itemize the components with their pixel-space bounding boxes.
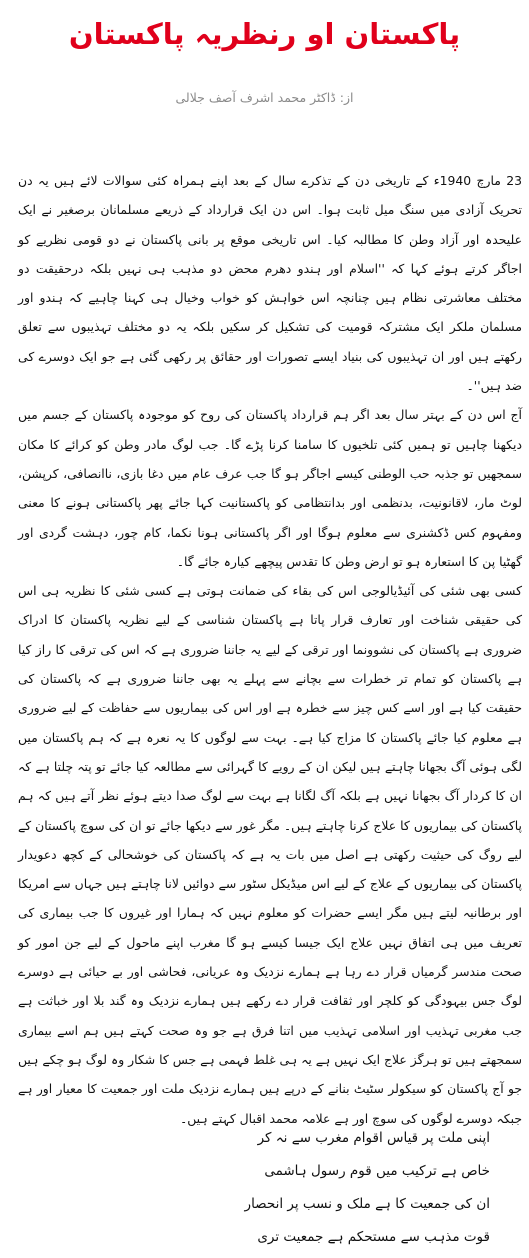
article-title: پاکستان او رنظریہ پاکستان (68, 17, 461, 51)
paragraph: 23 مارچ 1940ء کے تاریخی دن کے تذکرے سال کے بعد اپنے ہمراہ کئی سوالات لائے ہیں یہ دن تحریک آزادی میں سنگ میل ثابت ہوا۔ اس دن ایک قرارداد کے ذریعے مسلمانان برصغیر نے ایک علیحدہ اور آزاد وطن کا مطالبہ کیا۔ اس تاریخی موقع پر بانی پاکستان نے دو قومی نظریے کو اجاگر کرتے ہوئے کہا کہ ''اسلام اور ہندو دھرم محض دو مذہب ہی نہیں بلکہ درحقیقت دو مختلف معاشرتی نظام ہیں چنانچہ اس خواہش کو خواب وخیال ہی کہنا چاہیے کہ ہندو اور مسلمان ملکر ایک مشترکہ قومیت کی تشکیل کر سکیں بلکہ یہ دو مختلف تہذیبوں سے تعلق رکھتے ہیں اور ان تہذیبوں کی بنیاد ایسے تصورات اور حقائق پر رکھی گئی ہے جو ایک دوسرے کی ضد ہیں''۔ (18, 173, 523, 394)
paragraph: آج اس دن کے بہتر سال بعد اگر ہم قرارداد پاکستان کی روح کو موجودہ پاکستان کے جسم میں دیکھنا چاہیں تو ہمیں کئی تلخیوں کا سامنا کرنا پڑے گا۔ جب لوگ مادر وطن کو کرائے کا مکان سمجھیں تو جذبہ حب الوطنی کیسے اجاگر ہو گا جب عرف عام میں دغا بازی، ناانصافی، کرپشن، لوٹ مار، لاقانونیت، بدنظمی اور بدانتظامی کو پاکستانیت کہا جائے پھر پاکستانی ہونے کا معنی ومفہوم کس ڈکشنری سے معلوم ہوگا اور اگر پاکستانی ہونا نکما، کام چور، دہشت گردی اور گھٹیا پن کا استعارہ ہو تو ارض وطن کا تقدس پیچھے کیارہ جائے گا۔ (18, 407, 522, 569)
article-body (18, 166, 522, 1133)
poetry-verse (244, 1122, 490, 1254)
verse-line: ان کی جمعیت کا ہے ملک و نسب پر انحصار (244, 1196, 490, 1212)
paragraph: کسی بھی شئی کی آئیڈیالوجی اس کی بقاء کی ضمانت ہوتی ہے کسی شئی کا نظریہ ہی اس کی حقیقی شناخت اور تعارف قرار پاتا ہے پاکستان شناسی کے لیے نظریہ پاکستان کا ادراک ضروری ہے پاکستان کی نشوونما اور ترقی کے لیے یہ جاننا ضروری ہے کہ اس کی ترقی کا راز کیا ہے پاکستان کو تمام تر خطرات سے بچانے سے پہلے یہ بھی جاننا ضروری ہے کہ پاکستان کی حقیقت کیا ہے اور اسے کس چیز سے خطرہ ہے اور اس کی بیماریوں سے حفاظت کے لیے ضروری ہے معلوم کیا جائے پاکستان کا مزاج کیا ہے۔ بہت سے لوگوں کا یہ نعرہ ہے کہ ہم پاکستان میں لگی ہوئی آگ بجھانا چاہتے ہیں لیکن ان کے رویے کا گہرائی سے مطالعہ کیا جائے تو پتہ چلتا ہے کہ ان کا کردار آگ بجھانا نہیں ہے بلکہ آگ لگانا ہے بہت سے لوگ صدا دیتے ہوئے نظر آتے ہیں کہ ہم پاکستان کی بیماریوں کا علاج کرنا چاہتے ہیں۔ مگر غور سے دیکھا جائے تو ان کی سوچ پاکستان کے لیے روگ کی حیثیت رکھتی ہے اصل میں بات یہ ہے کہ پاکستان کی خوشحالی کے کچھ دعویدار پاکستان کی بیماریوں کے علاج کے لیے اس میڈیکل سٹور سے دوائیں لانا چاہتے ہیں جہاں سے امریکا اور برطانیہ لیتے ہیں مگر ایسے حضرات کو معلوم نہیں کہ ہمارا اور غیروں کا جب بیماری کی تعریف میں ہی اتفاق نہیں علاج ایک جیسا کیسے ہو گا مغرب اپنے ماحول کے لیے جن امور کو صحت مندسر گرمیاں قرار دے رہا ہے ہمارے نزدیک وہ عریانی، فحاشی اور بے حیائی ہے دوسرے لوگ جس بیہودگی کو کلچر اور ثقافت قرار دے رکھے ہیں ہمارے نزدیک وہ گند بلا اور خباثت ہے جب مغربی تہذیب اور اسلامی تہذیب میں اتنا فرق ہے جو وہ صحت کہتے ہیں ہم اسے بیماری سمجھتے ہیں تو ہرگز علاج ایک نہیں ہے یہ ہی غلط فہمی ہے جس کا شکار وہ لوگ ہو چکے ہیں جو آج پاکستان کو سیکولر سٹیٹ بنانے کے درپے ہیں ہمارے نزدیک ملت اور جمعیت کا معیار اور ہے جبکہ دوسرے لوگوں کی سوچ اور ہے علامہ محمد اقبال کہتے ہیں۔ (18, 583, 522, 1126)
verse-line: قوت مذہب سے مستحکم ہے جمعیت تری (257, 1229, 490, 1245)
verse-line: خاص ہے ترکیب میں قوم رسول ہاشمی (264, 1163, 490, 1179)
verse-line: اپنی ملت پر قیاس اقوام مغرب سے نہ کر (257, 1130, 490, 1146)
author-byline: از: ڈاکٹر محمد اشرف آصف جلالی (175, 90, 354, 105)
